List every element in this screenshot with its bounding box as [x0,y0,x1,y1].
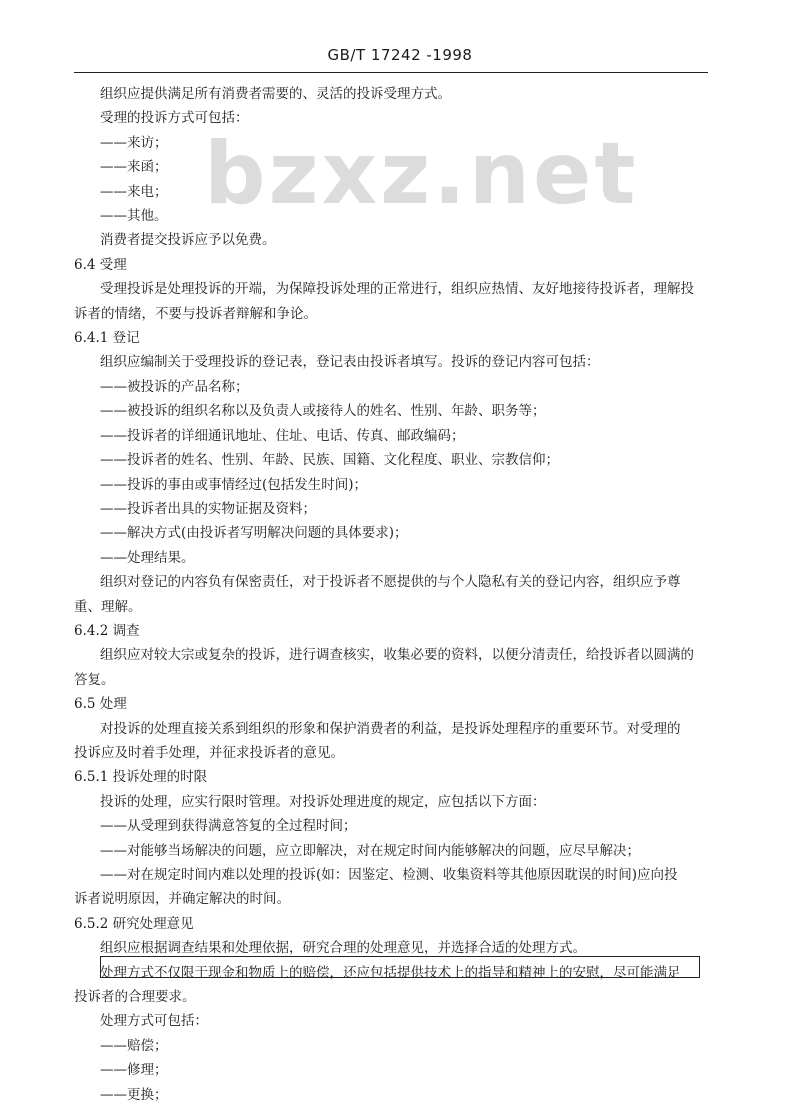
section-heading: 6.4.1 登记 [74,330,140,347]
section-heading: 6.4.2 调查 [74,622,140,639]
page-header-standard-code: GB/T 17242 -1998 [327,46,473,64]
text-line: ——投诉者的姓名、性别、年龄、民族、国籍、文化程度、职业、宗教信仰； [100,452,559,469]
text-line: ——投诉者出具的实物证据及资料； [100,500,316,517]
text-line: ——对能够当场解决的问题，应立即解决，对在规定时间内能够解决的问题，应尽早解决； [100,842,640,859]
text-line: 受理投诉是处理投诉的开端，为保障投诉处理的正常进行，组织应热情、友好地接待投诉者，理解投 [100,281,694,298]
text-line: 处理方式不仅限于现金和物质上的赔偿，还应包括提供技术上的指导和精神上的安慰，尽可能满足 [100,964,681,981]
text-line: 重、理解。 [74,598,142,615]
text-line: 投诉者的合理要求。 [74,989,196,1006]
text-line: ——其他。 [100,208,168,225]
text-line: ——来函； [100,159,168,176]
text-line: 投诉的处理，应实行限时管理。对投诉处理进度的规定，应包括以下方面： [100,793,546,810]
text-line: ——来电； [100,183,168,200]
text-line: ——对在规定时间内难以处理的投诉(如：因鉴定、检测、收集资料等其他原因耽误的时间)应向投 [100,867,678,883]
text-line: 受理的投诉方式可包括： [100,110,249,127]
text-line: ——来访； [100,134,168,151]
watermark: bzxz.net [204,124,639,224]
section-heading: 6.5.1 投诉处理的时限 [74,769,208,786]
text-line: 答复。 [74,671,115,688]
section-heading: 6.4 受理 [74,256,127,273]
text-line: 诉者说明原因，并确定解决的时间。 [74,891,290,908]
bottom-frame [100,956,700,978]
text-line: ——赔偿； [100,1037,168,1054]
text-line: 组织应编制关于受理投诉的登记表，登记表由投诉者填写。投诉的登记内容可包括： [100,354,600,371]
text-line: ——更换； [100,1086,168,1103]
text-line: ——处理结果。 [100,549,195,566]
text-line: 组织应提供满足所有消费者需要的、灵活的投诉受理方式。 [100,86,451,102]
text-line: ——修理； [100,1062,168,1079]
text-line: ——投诉者的详细通讯地址、住址、电话、传真、邮政编码； [100,427,465,444]
text-line: 组织应根据调查结果和处理依据，研究合理的处理意见，并选择合适的处理方式。 [100,940,586,957]
text-line: 诉者的情绪，不要与投诉者辩解和争论。 [74,305,317,322]
text-line: ——解决方式(由投诉者写明解决问题的具体要求)； [100,525,408,542]
text-line: 对投诉的处理直接关系到组织的形象和保护消费者的利益，是投诉处理程序的重要环节。对受理的 [100,720,681,737]
section-heading: 6.5 处理 [74,696,127,713]
text-line: ——被投诉的产品名称； [100,378,249,395]
document-body [74,82,694,1107]
text-line: ——投诉的事由或事情经过(包括发生时间)； [100,476,368,493]
text-line: 处理方式可包括： [100,1013,208,1030]
text-line: 投诉应及时着手处理，并征求投诉者的意见。 [74,744,344,761]
text-line: 组织应对较大宗或复杂的投诉，进行调查核实，收集必要的资料，以便分清责任，给投诉者以圆满的 [100,647,694,664]
text-line: ——被投诉的组织名称以及负责人或接待人的姓名、性别、年龄、职务等； [100,403,546,420]
text-line: 组织对登记的内容负有保密责任，对于投诉者不愿提供的与个人隐私有关的登记内容，组织应予尊 [100,574,681,591]
header-rule [74,72,708,73]
section-heading: 6.5.2 研究处理意见 [74,915,194,932]
text-line: 消费者提交投诉应予以免费。 [100,232,276,249]
text-line: ——从受理到获得满意答复的全过程时间； [100,818,357,835]
